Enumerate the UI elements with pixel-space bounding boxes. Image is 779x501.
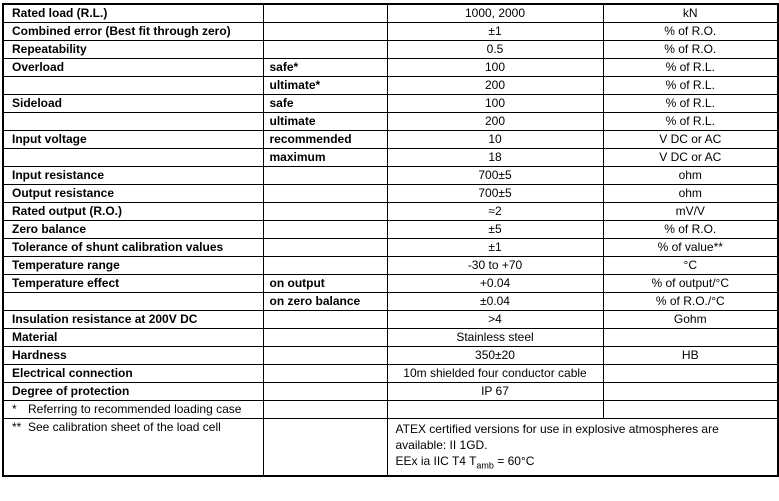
sub-cell — [263, 220, 387, 238]
table-row — [3, 256, 778, 274]
param-cell: Rated output (R.O.) — [3, 202, 263, 220]
table-row — [3, 94, 778, 112]
table-row — [3, 184, 778, 202]
unit-cell — [603, 328, 778, 346]
sub-cell — [263, 22, 387, 40]
value-cell: >4 — [387, 310, 603, 328]
table-row — [3, 328, 778, 346]
table-row — [3, 22, 778, 40]
atex-note-line-2: available: II 1GD. — [395, 437, 488, 452]
sub-cell — [263, 382, 387, 400]
footnote-2-cell — [3, 418, 263, 476]
empty-cell — [603, 400, 778, 418]
empty-cell — [387, 400, 603, 418]
table-row — [3, 58, 778, 76]
sub-cell: ultimate* — [263, 76, 387, 94]
table-row — [3, 40, 778, 58]
param-cell: Insulation resistance at 200V DC — [3, 310, 263, 328]
param-cell: Electrical connection — [3, 364, 263, 382]
table-row — [3, 130, 778, 148]
spec-rows-body — [3, 4, 778, 400]
value-cell: 350±20 — [387, 346, 603, 364]
unit-cell — [603, 364, 778, 382]
sub-cell: safe* — [263, 58, 387, 76]
unit-cell: % of value** — [603, 238, 778, 256]
param-cell: Output resistance — [3, 184, 263, 202]
unit-cell — [603, 382, 778, 400]
sub-cell — [263, 184, 387, 202]
unit-cell: ohm — [603, 184, 778, 202]
empty-cell — [263, 400, 387, 418]
param-cell: Tolerance of shunt calibration values — [3, 238, 263, 256]
table-row — [3, 166, 778, 184]
specification-table — [2, 3, 779, 477]
table-row — [3, 364, 778, 382]
param-cell — [3, 76, 263, 94]
unit-cell: % of output/°C — [603, 274, 778, 292]
sub-cell: on output — [263, 274, 387, 292]
sub-cell: ultimate — [263, 112, 387, 130]
table-row — [3, 4, 778, 22]
table-row — [3, 112, 778, 130]
unit-cell: % of R.O. — [603, 22, 778, 40]
value-cell: 10 — [387, 130, 603, 148]
sub-cell — [263, 364, 387, 382]
param-cell: Sideload — [3, 94, 263, 112]
table-row — [3, 220, 778, 238]
param-cell: Temperature range — [3, 256, 263, 274]
footnote-1-cell — [3, 400, 263, 418]
sub-cell — [263, 238, 387, 256]
param-cell: Temperature effect — [3, 274, 263, 292]
param-cell: Rated load (R.L.) — [3, 4, 263, 22]
unit-cell: V DC or AC — [603, 148, 778, 166]
footnote-1-text: Referring to recommended loading case — [28, 401, 242, 416]
footnote-rows-body — [3, 400, 778, 476]
value-cell: IP 67 — [387, 382, 603, 400]
sub-cell — [263, 328, 387, 346]
unit-cell: HB — [603, 346, 778, 364]
param-cell — [3, 112, 263, 130]
atex-note-line-1: ATEX certified versions for use in explosive atmospheres are — [395, 421, 719, 436]
value-cell: 1000, 2000 — [387, 4, 603, 22]
param-cell: Repeatability — [3, 40, 263, 58]
unit-cell: Gohm — [603, 310, 778, 328]
unit-cell: kN — [603, 4, 778, 22]
sub-cell — [263, 346, 387, 364]
param-cell: Hardness — [3, 346, 263, 364]
value-cell: Stainless steel — [387, 328, 603, 346]
atex-note-line-3 — [396, 453, 770, 473]
sub-cell — [263, 256, 387, 274]
footnote-1-marker: * — [12, 401, 17, 416]
value-cell: -30 to +70 — [387, 256, 603, 274]
sub-cell: recommended — [263, 130, 387, 148]
value-cell: ±1 — [387, 238, 603, 256]
footnote-row-1 — [3, 400, 778, 418]
param-cell: Input resistance — [3, 166, 263, 184]
unit-cell: mV/V — [603, 202, 778, 220]
sub-cell — [263, 4, 387, 22]
value-cell: 700±5 — [387, 184, 603, 202]
table-row — [3, 292, 778, 310]
value-cell: 200 — [387, 76, 603, 94]
value-cell: 700±5 — [387, 166, 603, 184]
table-row — [3, 238, 778, 256]
value-cell: +0.04 — [387, 274, 603, 292]
param-cell: Degree of protection — [3, 382, 263, 400]
atex-note-cell — [387, 418, 778, 476]
unit-cell: % of R.L. — [603, 112, 778, 130]
sub-cell — [263, 310, 387, 328]
unit-cell: % of R.O. — [603, 220, 778, 238]
atex-line3-suffix: = 60°C — [493, 453, 535, 468]
value-cell: 10m shielded four conductor cable — [387, 364, 603, 382]
value-cell: ±1 — [387, 22, 603, 40]
table-row — [3, 382, 778, 400]
param-cell: Material — [3, 328, 263, 346]
value-cell: 200 — [387, 112, 603, 130]
sub-cell — [263, 202, 387, 220]
table-row — [3, 202, 778, 220]
footnote-row-2 — [3, 418, 778, 476]
param-cell — [3, 148, 263, 166]
value-cell: 100 — [387, 58, 603, 76]
param-cell: Zero balance — [3, 220, 263, 238]
sub-cell — [263, 40, 387, 58]
unit-cell: % of R.L. — [603, 58, 778, 76]
unit-cell: % of R.O./°C — [603, 292, 778, 310]
table-row — [3, 274, 778, 292]
table-row — [3, 148, 778, 166]
unit-cell: ohm — [603, 166, 778, 184]
footnote-2-marker: ** — [12, 419, 22, 434]
footnote-2-text: See calibration sheet of the load cell — [28, 419, 221, 434]
unit-cell: % of R.L. — [603, 94, 778, 112]
sub-cell: maximum — [263, 148, 387, 166]
value-cell: ±0.04 — [387, 292, 603, 310]
table-row — [3, 346, 778, 364]
param-cell: Combined error (Best fit through zero) — [3, 22, 263, 40]
unit-cell: V DC or AC — [603, 130, 778, 148]
value-cell: 18 — [387, 148, 603, 166]
atex-line3-prefix: EEx ia IIC T4 T — [395, 453, 477, 468]
table-row — [3, 310, 778, 328]
unit-cell: °C — [603, 256, 778, 274]
sub-cell: on zero balance — [263, 292, 387, 310]
table-row — [3, 76, 778, 94]
unit-cell: % of R.L. — [603, 76, 778, 94]
param-cell: Overload — [3, 58, 263, 76]
param-cell: Input voltage — [3, 130, 263, 148]
param-cell — [3, 292, 263, 310]
empty-cell — [263, 418, 387, 476]
value-cell: 0.5 — [387, 40, 603, 58]
sub-cell: safe — [263, 94, 387, 112]
unit-cell: % of R.O. — [603, 40, 778, 58]
sub-cell — [263, 166, 387, 184]
value-cell: ≈2 — [387, 202, 603, 220]
value-cell: 100 — [387, 94, 603, 112]
value-cell: ±5 — [387, 220, 603, 238]
atex-line3-subscript: amb — [476, 459, 494, 470]
